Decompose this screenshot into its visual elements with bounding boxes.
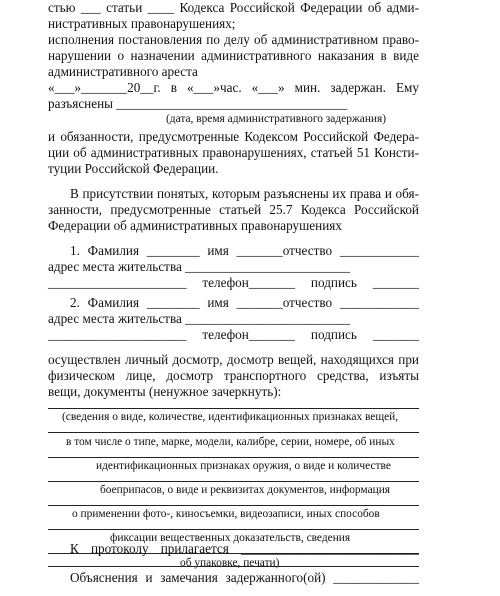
text-line: нарушении о назначении административного наказания в виде — [48, 48, 419, 63]
witness2-name-line: 2. Фамилия ________ имя _______отчество ____________ — [70, 295, 419, 310]
text-line: физическом лице, досмотр транспортного средства, изъяты — [48, 368, 419, 383]
text-line: занности, предусмотренные статьей 25.7 Кодекса Российской — [48, 202, 419, 217]
text-line: нистративных правонарушениях; — [48, 16, 236, 31]
witness1-address-line: адрес места жительства _________________________ — [48, 259, 350, 274]
witness2-address-line: адрес места жительства _________________________ — [48, 311, 350, 326]
witness1-name-line: 1. Фамилия ________ имя _______отчество ____________ — [70, 243, 419, 258]
text-line: осуществлен личный досмотр, досмотр вещей, находящихся при — [48, 352, 419, 367]
caption-line: фиксации вещественных доказательств, сведения — [110, 532, 351, 544]
witness1-phone-line: _____________________ телефон_______ подпись _______ — [48, 275, 419, 290]
caption-line: в том числе о типе, марке, модели, калибре, серии, номере, об иных — [66, 436, 395, 448]
text-line: В присутствии понятых, которым разъяснены их права и обя- — [70, 186, 419, 201]
attachment-line: К протоколу прилагается ___________________________ — [70, 541, 419, 556]
caption-line: об упаковке, печати) — [180, 557, 280, 569]
caption-line: (сведения о виде, количестве, идентификационных признаках вещей, — [62, 411, 399, 423]
explained-line: разъяснены ___________________________________ — [48, 96, 348, 111]
text-line: стью ___ статьи ____ Кодекса Российской Федерации об адми- — [48, 0, 419, 15]
fill-line — [48, 432, 419, 433]
text-line: туции Российской Федерации. — [48, 161, 219, 176]
caption-line: о применении фото-, киносъемки, видеозаписи, иных способов — [72, 508, 380, 520]
text-line: вещи, документы (ненужное зачеркнуть): — [48, 384, 282, 399]
caption-line: боеприпасов, о виде и реквизитах документов, информация — [100, 484, 391, 496]
fill-line — [48, 566, 419, 567]
text-line: административного ареста — [48, 64, 198, 79]
text-line: исполнения постановления по делу об административном право- — [48, 32, 419, 47]
explanations-line: Объяснения и замечания задержанного(ой) _____________ — [70, 570, 419, 585]
text-line: Федерации об административных правонарушениях — [48, 218, 342, 233]
detention-line: «___»_______20__г. в «___»час. «___» мин. задержан. Ему — [48, 80, 419, 95]
caption-line: идентификационных признаках оружия, о виде и количестве — [96, 460, 391, 472]
text-line: ции об административных правонарушениях, статьей 51 Консти- — [48, 145, 419, 160]
witness2-phone-line: _____________________ телефон_______ подпись _______ — [48, 327, 419, 342]
text-line: и обязанности, предусмотренные Кодексом Российской Федера- — [48, 129, 419, 144]
detention-caption: (дата, время административного задержания) — [166, 113, 387, 125]
